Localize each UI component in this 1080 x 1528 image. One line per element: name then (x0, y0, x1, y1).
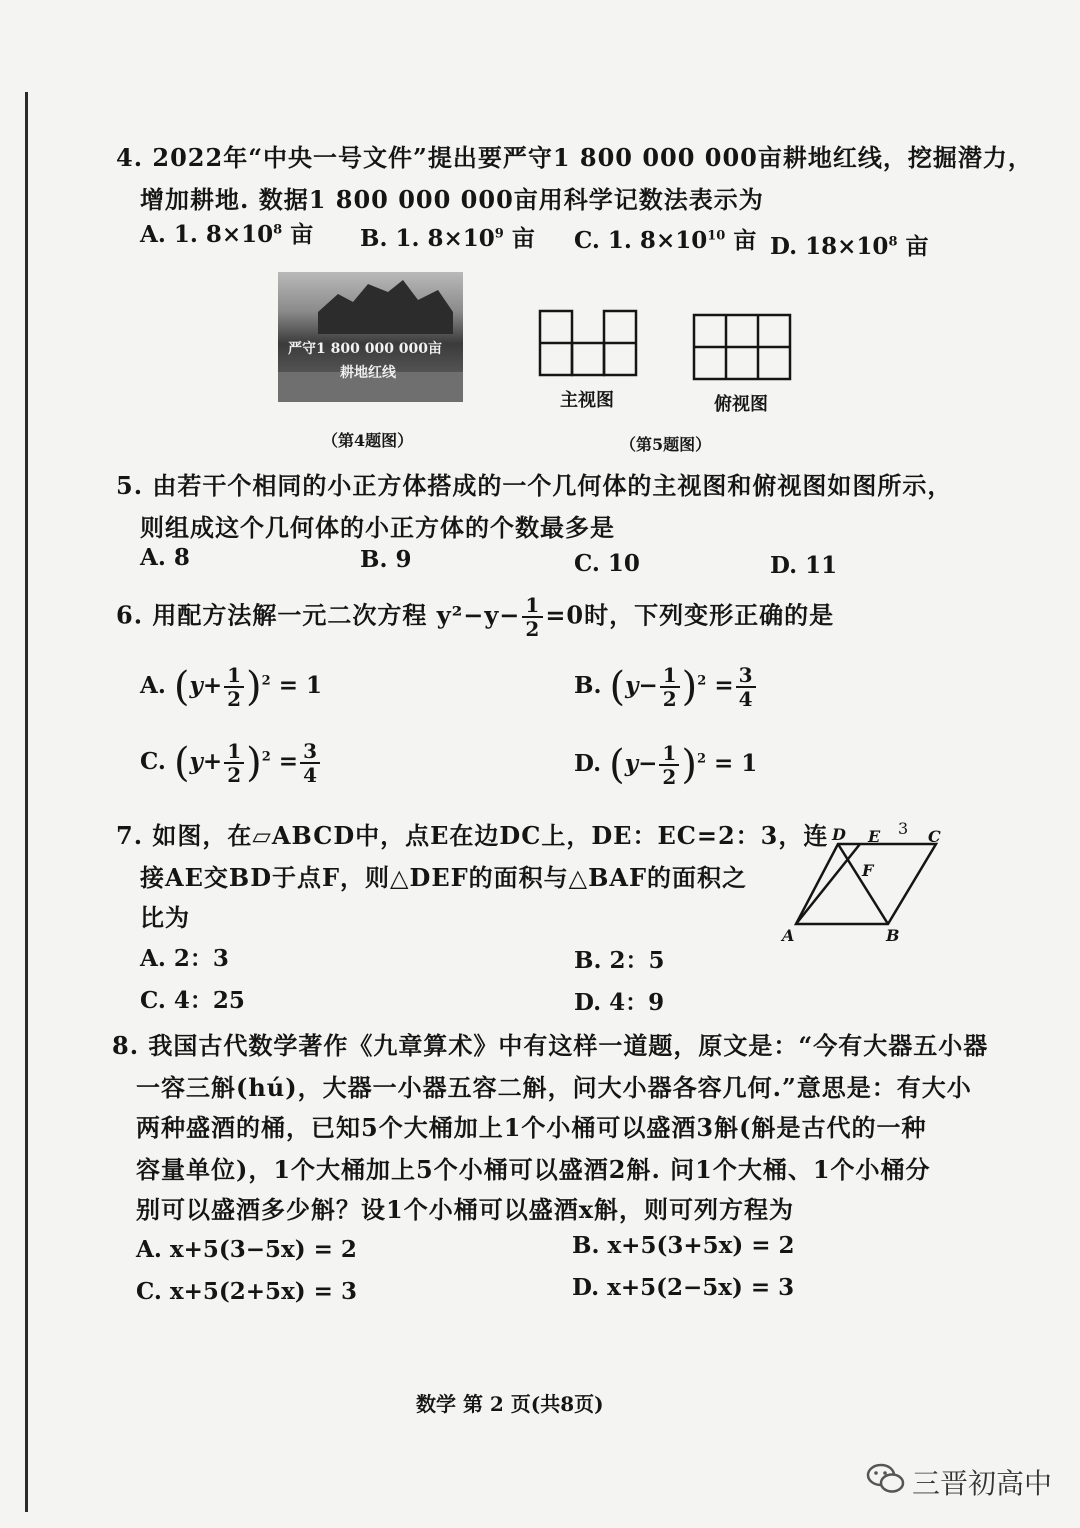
q5-line2: 则组成这个几何体的小正方体的个数最多是 (140, 513, 615, 542)
vertex-a-label: A (782, 926, 795, 945)
q5-option-b: B. 9 (360, 546, 412, 573)
q6-option-c: C. (y+ $\frac{1}{2}$ )$^2$ = $\frac{3}{4}$ (140, 740, 322, 786)
q8-line3: 两种盛酒的桶，已知5个大桶加上1个小桶可以盛酒3斛(斛是古代的一种 (136, 1113, 927, 1142)
q4-option-d: D. $18\times 10^8$ 亩 (770, 233, 929, 260)
front-view-diagram (536, 308, 640, 378)
top-view-label: 俯视图 (714, 394, 768, 415)
q8-option-a: A. x+5(3−5x) = 2 (136, 1236, 357, 1263)
q4-farmland-photo (278, 272, 463, 402)
q4-option-a: A. 1. $8\times 10^8$ 亩 (140, 221, 314, 248)
binding-margin-line (25, 92, 28, 1512)
q7-option-c: C. 4：25 (140, 987, 245, 1014)
vertex-b-label: B (886, 926, 900, 945)
q4-line2: 增加耕地. 数据1 800 000 000亩用科学记数法表示为 (140, 185, 764, 214)
q7-line2: 接AE交BD于点F，则△DEF的面积与△BAF的面积之 (140, 863, 748, 892)
q7-option-a: A. 2：3 (140, 945, 229, 972)
q5-line1: 5. 由若干个相同的小正方体搭成的一个几何体的主视图和俯视图如图所示， (116, 471, 953, 500)
q4-option-b: B. 1. $8\times 10^9$ 亩 (360, 225, 535, 252)
photo-caption-2: 耕地红线 (340, 365, 396, 381)
q5-figure-caption: （第5题图） (620, 435, 712, 454)
q8-line5: 别可以盛酒多少斛？设1个小桶可以盛酒x斛，则可列方程为 (136, 1195, 795, 1224)
q6-option-d: D. (y− $\frac{1}{2}$ )$^2$ = 1 (574, 741, 758, 789)
wechat-logo-icon (866, 1462, 906, 1496)
q7-line3: 比为 (140, 903, 190, 932)
q8-option-b: B. x+5(3+5x) = 2 (572, 1232, 795, 1259)
vertex-c-label: C (928, 827, 941, 846)
q8-line1: 8. 我国古代数学著作《九章算术》中有这样一道题，原文是：“今有大器五小器 (112, 1031, 989, 1060)
q6-option-a: A. (y+ $\frac{1}{2}$ )$^2$ = 1 (140, 663, 323, 711)
q7-line1: 7. 如图，在▱ABCD中，点E在边DC上，DE：EC=2：3，连 (116, 821, 829, 850)
q6-stem: 6. 用配方法解一元二次方程 y²−y− $\frac{1}{2}$ =0时，下列变形正确的是 (116, 593, 835, 641)
q7-option-d: D. 4：9 (574, 989, 665, 1016)
front-view-label: 主视图 (560, 390, 614, 411)
q5-option-c: C. 10 (574, 550, 640, 577)
vertex-d-label: D (832, 825, 846, 844)
q4-option-c: C. 1. $8\times 10^{10}$ 亩 (574, 227, 757, 254)
watermark-account-name: 三晋初高中 (912, 1467, 1053, 1500)
q4-figure-caption: （第4题图） (322, 431, 414, 450)
q4-line1: 4. 2022年“中央一号文件”提出要严守1 800 000 000亩耕地红线，挖掘潜力， (116, 143, 1033, 172)
q5-option-d: D. 11 (770, 552, 838, 579)
q6-fraction: $\frac{1}{2}$ (522, 594, 543, 640)
top-view-diagram (690, 312, 794, 382)
photo-silhouettes (278, 272, 463, 402)
page-footer: 数学 第 2 页(共8页) (416, 1392, 604, 1416)
q8-option-c: C. x+5(2+5x) = 3 (136, 1278, 357, 1305)
point-f-label: F (862, 861, 874, 880)
photo-caption-1: 严守1 800 000 000亩 (288, 341, 443, 357)
q8-line2: 一容三斛(hú)，大器一小器五容二斛，问大小器各容几何.”意思是：有大小 (136, 1073, 972, 1102)
vertex-e-label: E (868, 827, 881, 846)
parallelogram-diagram (778, 814, 954, 954)
q5-option-a: A. 8 (140, 544, 190, 571)
q8-option-d: D. x+5(2−5x) = 3 (572, 1274, 795, 1301)
q6-option-b: B. (y− $\frac{1}{2}$ )$^2$ = $\frac{3}{4}$ (574, 664, 758, 710)
handwritten-note: 3 (898, 819, 909, 838)
q8-line4: 容量单位)，1个大桶加上5个小桶可以盛酒2斛. 问1个大桶、1个小桶分 (136, 1155, 931, 1184)
q7-option-b: B. 2：5 (574, 947, 665, 974)
